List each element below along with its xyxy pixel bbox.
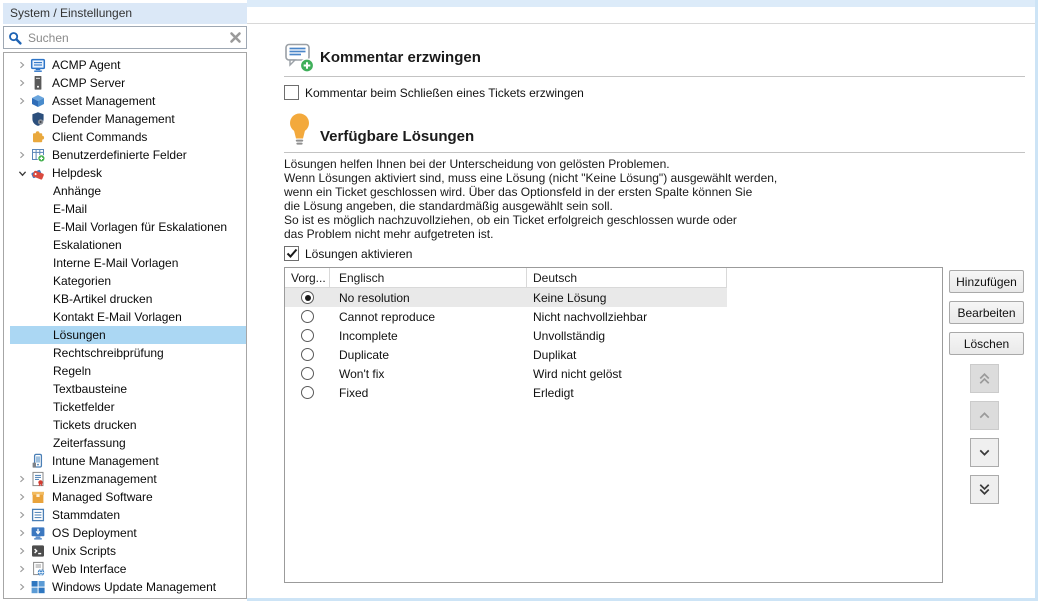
expander-chevron-icon[interactable]	[14, 75, 30, 91]
tree-item[interactable]	[4, 110, 246, 128]
tree-item-label: E-Mail	[53, 202, 88, 216]
tree-item-label: ACMP Agent	[52, 58, 121, 72]
default-radio[interactable]	[301, 367, 314, 380]
expander-chevron-icon[interactable]	[14, 57, 30, 73]
tree-item-label: Asset Management	[52, 94, 156, 108]
tree-item-label: Textbausteine	[53, 382, 128, 396]
add-button[interactable]: Hinzufügen	[949, 270, 1024, 293]
tree-item[interactable]	[4, 326, 246, 344]
tree-item-label: Helpdesk	[52, 166, 103, 180]
table-row[interactable]	[285, 288, 727, 307]
software-package-icon	[30, 489, 46, 505]
tree-item[interactable]	[4, 380, 246, 398]
tree-item-label: Eskalationen	[53, 238, 122, 252]
solutions-table-header	[285, 268, 727, 288]
expander-chevron-icon[interactable]	[14, 129, 30, 145]
divider	[284, 152, 1025, 153]
expander-chevron-icon[interactable]	[14, 93, 30, 109]
tree-item-label: Lösungen	[53, 328, 106, 342]
tree-item-label: Anhänge	[53, 184, 102, 198]
column-header-default[interactable]: Vorg...	[285, 268, 330, 288]
terminal-icon	[30, 543, 46, 559]
table-row[interactable]	[285, 326, 727, 345]
license-doc-icon	[30, 471, 46, 487]
table-row[interactable]	[285, 345, 727, 364]
custom-fields-icon	[30, 147, 46, 163]
column-header-german[interactable]: Deutsch	[527, 268, 727, 288]
tree-item[interactable]	[4, 254, 246, 272]
tree-item[interactable]	[4, 542, 246, 560]
tree-item[interactable]	[4, 146, 246, 164]
tree-item-label: Interne E-Mail Vorlagen	[53, 256, 179, 270]
tree-item-label: Defender Management	[52, 112, 175, 126]
move-to-bottom-button[interactable]	[970, 475, 999, 504]
english-cell: Duplicate	[339, 347, 390, 362]
tree-item[interactable]	[4, 290, 246, 308]
tree-item[interactable]	[4, 578, 246, 596]
table-row[interactable]	[285, 383, 727, 402]
tree-item[interactable]	[4, 434, 246, 452]
tree-item-label: Kategorien	[53, 274, 112, 288]
clear-search-icon[interactable]	[229, 31, 242, 44]
german-cell: Duplikat	[533, 347, 577, 362]
top-toolbar	[247, 7, 1035, 24]
tree-item-label: Managed Software	[52, 490, 153, 504]
force-comment-checkbox-row[interactable]	[284, 85, 584, 100]
expander-chevron-icon[interactable]	[14, 579, 30, 595]
enable-solutions-label: Lösungen aktivieren	[305, 246, 413, 261]
english-cell: Cannot reproduce	[339, 309, 436, 324]
puzzle-icon	[30, 129, 46, 145]
solutions-section-title: Verfügbare Lösungen	[320, 128, 475, 145]
solutions-table	[284, 267, 943, 583]
tree-item[interactable]	[4, 92, 246, 110]
expander-chevron-icon[interactable]	[14, 453, 30, 469]
force-comment-label: Kommentar beim Schließen eines Tickets erzwingen	[305, 85, 584, 100]
tree-item[interactable]	[4, 398, 246, 416]
tree-item[interactable]	[4, 128, 246, 146]
tree-item-label: Regeln	[53, 364, 92, 378]
english-cell: No resolution	[339, 290, 410, 305]
tree-item-label: Ticketfelder	[53, 400, 115, 414]
tree-item[interactable]	[4, 74, 246, 92]
windows-icon	[30, 579, 46, 595]
chevron-double-down-icon	[976, 481, 993, 498]
master-data-icon	[30, 507, 46, 523]
default-radio[interactable]	[301, 329, 314, 342]
german-cell: Keine Lösung	[533, 290, 607, 305]
tree-item-label: Zeiterfassung	[53, 436, 126, 450]
tree-item[interactable]	[4, 164, 246, 182]
tree-item[interactable]	[4, 506, 246, 524]
expander-chevron-icon[interactable]	[14, 165, 30, 181]
helpdesk-tags-icon	[30, 165, 46, 181]
comment-section-title: Kommentar erzwingen	[320, 49, 481, 66]
tree-item-label: Unix Scripts	[52, 544, 117, 558]
tree-item[interactable]	[4, 272, 246, 290]
tree-item[interactable]	[4, 560, 246, 578]
tree-item-label: Web Interface	[52, 562, 127, 576]
expander-chevron-icon[interactable]	[14, 561, 30, 577]
sidebar-title: System / Einstellungen	[3, 3, 247, 24]
default-radio[interactable]	[301, 348, 314, 361]
tree-item-label: Windows Update Management	[52, 580, 217, 594]
expander-chevron-icon[interactable]	[14, 471, 30, 487]
default-radio[interactable]	[301, 310, 314, 323]
german-cell: Unvollständig	[533, 328, 606, 343]
settings-sidebar	[3, 3, 247, 599]
tree-item-label: Benutzerdefinierte Felder	[52, 148, 187, 162]
chevron-down-icon	[976, 444, 993, 461]
german-cell: Erledigt	[533, 385, 574, 400]
english-cell: Won't fix	[339, 366, 385, 381]
move-up-button	[970, 401, 999, 430]
lightbulb-icon	[287, 112, 312, 148]
expander-chevron-icon[interactable]	[14, 507, 30, 523]
move-to-top-button	[970, 364, 999, 393]
tree-item-label: Kontakt E-Mail Vorlagen	[53, 310, 182, 324]
tree-item[interactable]	[4, 416, 246, 434]
window-frame-top	[247, 0, 1038, 7]
settings-content	[247, 24, 1035, 598]
os-deployment-icon	[30, 525, 46, 541]
tree-item[interactable]	[4, 56, 246, 74]
shield-gear-icon	[30, 111, 46, 127]
tree-item[interactable]	[4, 344, 246, 362]
tree-item[interactable]	[4, 200, 246, 218]
web-interface-icon	[30, 561, 46, 577]
tree-item[interactable]	[4, 452, 246, 470]
chevron-double-up-icon	[976, 370, 993, 387]
tree-item-label: OS Deployment	[52, 526, 137, 540]
asset-box-icon	[30, 93, 46, 109]
chevron-up-icon	[976, 407, 993, 424]
german-cell: Nicht nachvollziehbar	[533, 309, 648, 324]
edit-button[interactable]: Bearbeiten	[949, 301, 1024, 324]
english-cell: Incomplete	[339, 328, 398, 343]
default-radio[interactable]	[301, 291, 314, 304]
tree-item-label: KB-Artikel drucken	[53, 292, 153, 306]
tree-item-label: Stammdaten	[52, 508, 121, 522]
english-cell: Fixed	[339, 385, 369, 400]
tree-item-label: Lizenzmanagement	[52, 472, 157, 486]
expander-chevron-icon[interactable]	[14, 147, 30, 163]
tree-item[interactable]	[4, 182, 246, 200]
enable-solutions-checkbox-row[interactable]	[284, 246, 412, 261]
expander-chevron-icon[interactable]	[14, 111, 30, 127]
tree-item-label: Rechtschreibprüfung	[53, 346, 164, 360]
expander-chevron-icon[interactable]	[14, 543, 30, 559]
settings-tree	[3, 52, 247, 599]
search-box[interactable]	[3, 26, 247, 49]
default-radio[interactable]	[301, 386, 314, 399]
tree-item[interactable]	[4, 218, 246, 236]
german-cell: Wird nicht gelöst	[533, 366, 622, 381]
divider	[284, 76, 1025, 77]
monitor-icon	[30, 57, 46, 73]
table-row[interactable]	[285, 307, 727, 326]
expander-chevron-icon[interactable]	[14, 525, 30, 541]
tree-item-label: Intune Management	[52, 454, 159, 468]
mobile-device-icon	[30, 453, 46, 469]
search-icon	[8, 31, 22, 45]
tree-item-label: E-Mail Vorlagen für Eskalationen	[53, 220, 228, 234]
column-header-english[interactable]: Englisch	[330, 268, 527, 288]
tree-item[interactable]	[4, 236, 246, 254]
comment-add-icon	[283, 42, 316, 74]
tree-item[interactable]	[4, 470, 246, 488]
enable-solutions-checkbox[interactable]	[284, 246, 299, 261]
tree-item-label: Tickets drucken	[53, 418, 137, 432]
expander-chevron-icon[interactable]	[14, 489, 30, 505]
tree-item[interactable]	[4, 524, 246, 542]
table-row[interactable]	[285, 364, 727, 383]
tree-item[interactable]	[4, 488, 246, 506]
tree-item-label: ACMP Server	[52, 76, 126, 90]
solutions-table-body	[285, 288, 942, 402]
tree-item-label: Client Commands	[52, 130, 148, 144]
server-icon	[30, 75, 46, 91]
tree-item[interactable]	[4, 308, 246, 326]
move-down-button[interactable]	[970, 438, 999, 467]
solutions-description: Lösungen helfen Ihnen bei der Unterscheidung von gelösten Problemen. Wenn Lösungen aktiviert sind, muss eine Lösung (nicht "Keine Lösung") ausgewählt werden, wenn ein Ticket geschlossen wird. Über das Optionsfeld in der ersten Spalte können Sie die Lösung angeben, die standardmäßig ausgewählt sein soll. So ist es möglich nachzuvollziehen, ob ein Ticket erfolgreich geschlossen wurde oder das Problem nicht mehr aufgetreten ist.	[284, 157, 778, 241]
search-input[interactable]	[26, 30, 225, 46]
tree-item[interactable]	[4, 362, 246, 380]
delete-button[interactable]: Löschen	[949, 332, 1024, 355]
force-comment-checkbox[interactable]	[284, 85, 299, 100]
